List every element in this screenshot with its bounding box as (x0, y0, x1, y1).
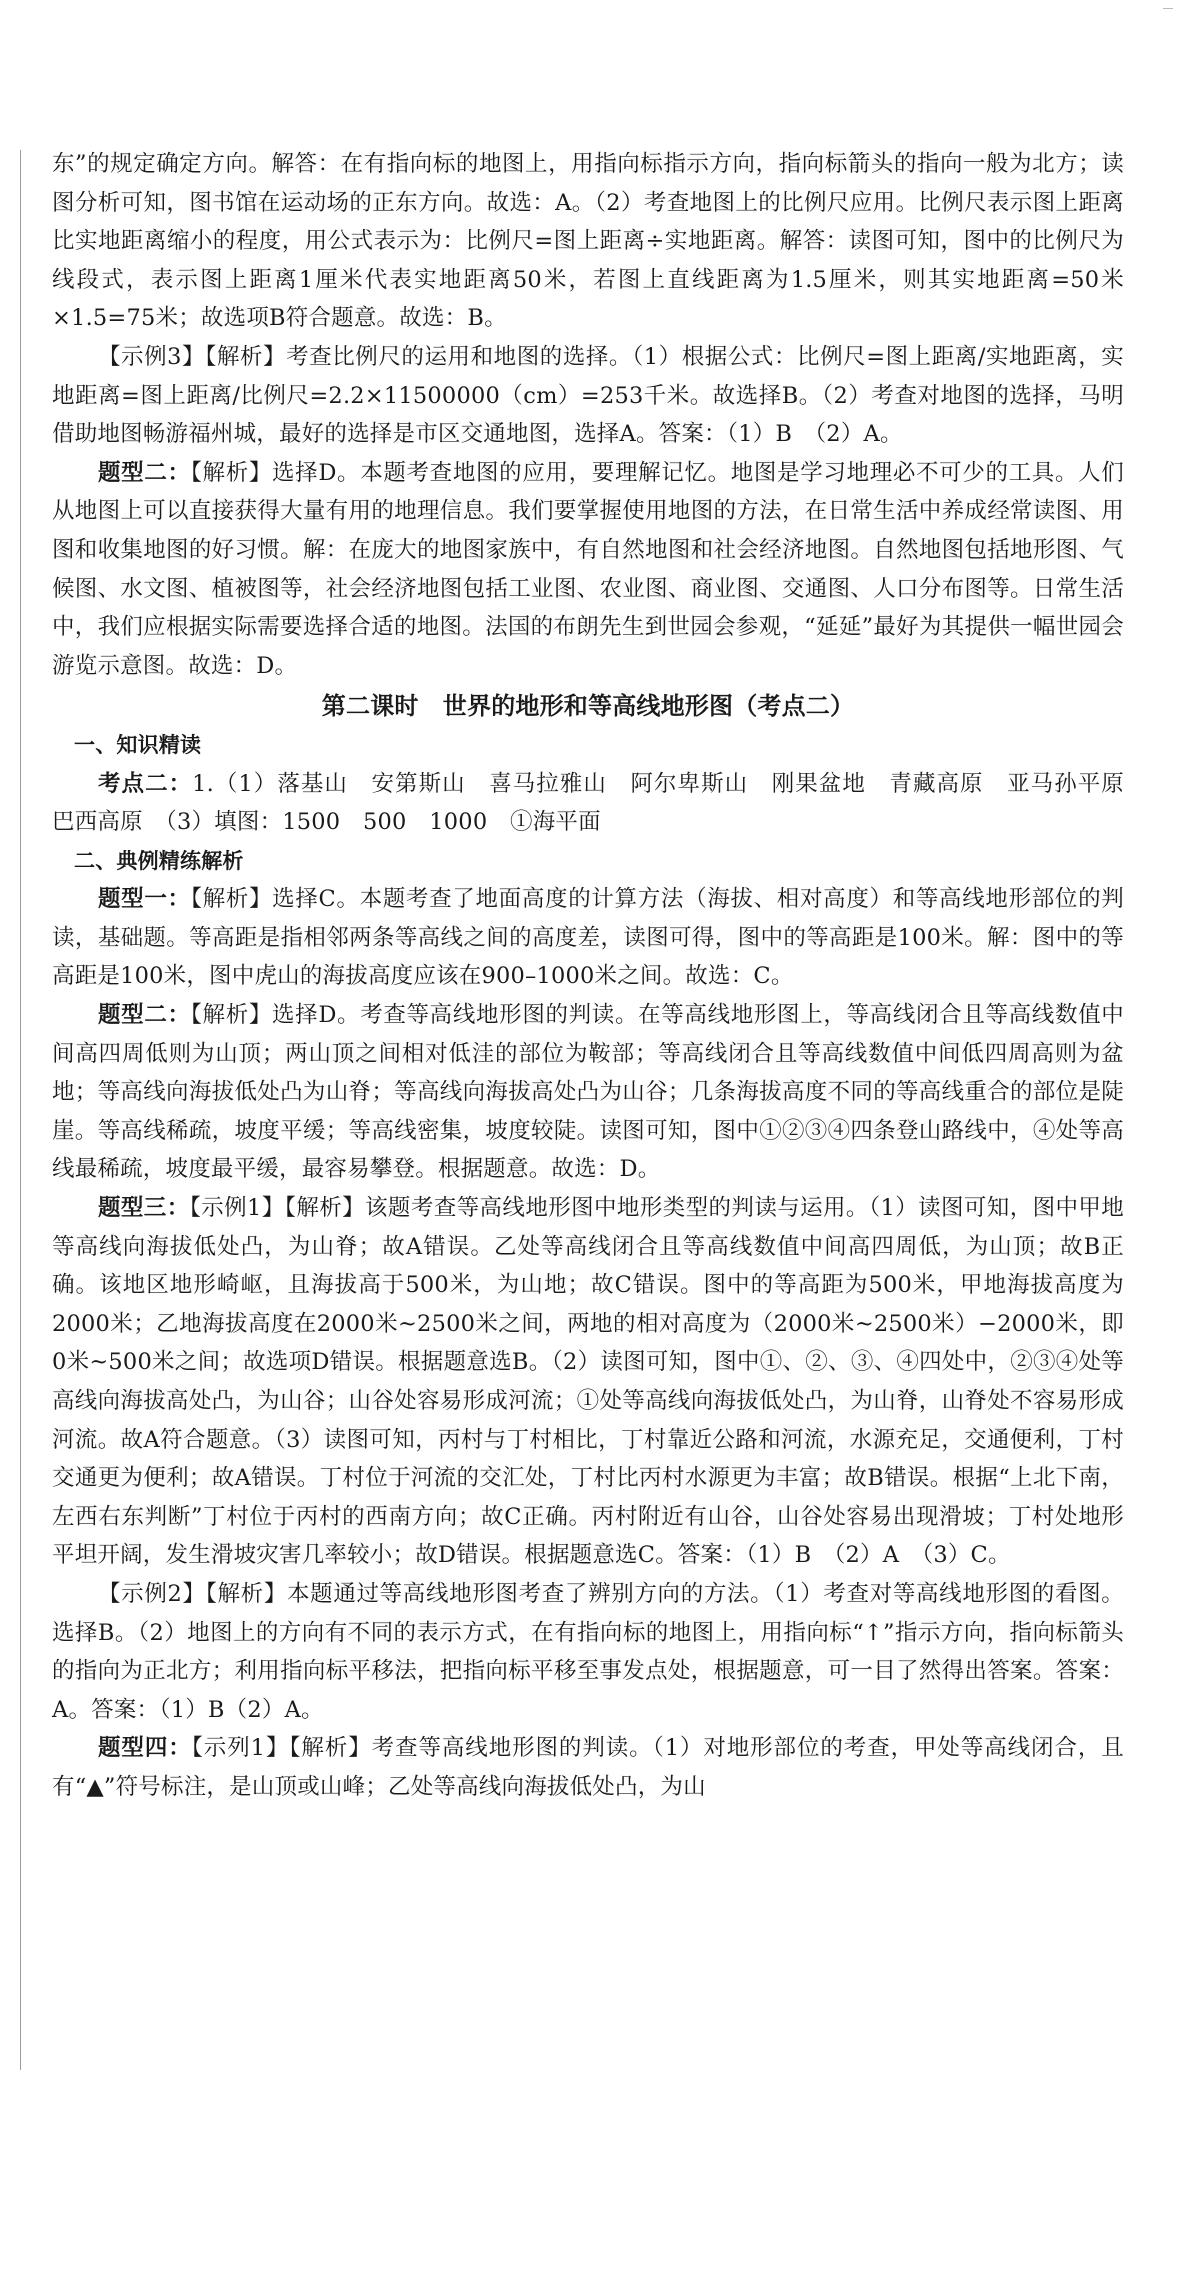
question-type-label: 题型一： (98, 886, 191, 913)
answer-paragraph (52, 1575, 1124, 1729)
paragraph-text: 第二课时 世界的地形和等高线地形图（考点二） (321, 691, 855, 721)
answer-paragraph (52, 145, 1124, 338)
question-type-label: 题型二： (98, 1002, 191, 1029)
question-type-label: 考点二： (98, 770, 193, 797)
paragraph-text: 一、知识精读 (74, 731, 202, 757)
paragraph-text: 1.（1）落基山 安第斯山 喜马拉雅山 阿尔卑斯山 刚果盆地 青藏高原 亚马孙平原 巴西高原 （3）填图：1500 500 1000 ①海平面 (52, 770, 1147, 836)
paragraph-text: 【解析】选择C。本题考查了地面高度的计算方法（海拔、相对高度）和等高线地形部位的判读，基础题。等高距是指相邻两条等高线之间的高度差，读图可得，图中的等高距是100米。解：图中的等高距是100米，图中虎山的海拔高度应该在900–1000米之间。故选：C。 (52, 886, 1124, 990)
paragraph-text: 【解析】选择D。本题考查地图的应用，要理解记忆。地图是学习地理必不可少的工具。人们从地图上可以直接获得大量有用的地理信息。我们要掌握使用地图的方法，在日常生活中养成经常读图、用图和收集地图的好习惯。解：在庞大的地图家族中，有自然地图和社会经济地图。自然地图包括地形图、气候图、水文图、植被图等，社会经济地图包括工业图、农业图、商业图、交通图、人口分布图等。日常生活中，我们应根据实际需要选择合适的地图。法国的布朗先生到世园会参观，“延延”最好为其提供一幅世园会游览示意图。故选：D。 (52, 459, 1124, 679)
answer-paragraph (52, 1729, 1124, 1806)
answer-paragraph (52, 765, 1147, 842)
answer-paragraph (52, 454, 1124, 686)
section-heading (52, 842, 1124, 881)
answer-paragraph (52, 1189, 1124, 1575)
paragraph-text: 二、典例精练解析 (74, 847, 244, 873)
answer-paragraph (52, 338, 1124, 454)
answer-page (52, 145, 1147, 1807)
scan-mark (1163, 8, 1173, 9)
answer-paragraph (52, 880, 1124, 996)
paragraph-text: 【示例1】【解析】该题考查等高线地形图中地形类型的判读与运用。（1）读图可知，图中甲地等高线向海拔低处凸，为山脊；故A错误。乙处等高线闭合且等高线数值中间高四周低，为山顶；故B正确。该地区地形崎岖，且海拔高于500米，为山地；故C错误。图中的等高距为500米，甲地海拔高度为2000米；乙地海拔高度在2000米~2500米之间，两地的相对高度为（2000米~2500米）−2000米，即0米~500米之间；故选项D错误。根据题意选B。（2）读图可知，图中①、②、③、④四处中，②③④处等高线向海拔高处凸，为山谷；山谷处容易形成河流；①处等高线向海拔低处凸，为山脊，山脊处不容易形成河流。故A符合题意。（3）读图可知，丙村与丁村相比，丁村靠近公路和河流，水源充足，交通便利，丁村交通更为便利；故A错误。丁村位于河流的交汇处，丁村比丙村水源更为丰富；故B错误。根据“上北下南，左西右东判断”丁村位于丙村的西南方向；故C正确。丙村附近有山谷，山谷处容易出现滑坡；丁村处地形平坦开阔，发生滑坡灾害几率较小；故D错误。根据题意选C。答案：（1）B （2）A （3）C。 (52, 1195, 1124, 1569)
paragraph-text: 【示例3】【解析】考查比例尺的运用和地图的选择。（1）根据公式：比例尺=图上距离/实地距离，实地距离=图上距离/比例尺=2.2×11500000（cm）=253千米。故选择B。（2）考查对地图的选择，马明借助地图畅游福州城，最好的选择是市区交通地图，选择A。答案：（1）B （2）A。 (52, 343, 1124, 448)
question-type-label: 题型四： (98, 1735, 192, 1762)
section-heading (52, 726, 1124, 765)
question-type-label: 题型三： (98, 1195, 190, 1222)
paragraph-text: 【示列1】【解析】考查等高线地形图的判读。（1）对地形部位的考查，甲处等高线闭合，且有“▲”符号标注，是山顶或山峰；乙处等高线向海拔低处凸，为山 (52, 1735, 1124, 1800)
answer-paragraph (52, 996, 1124, 1189)
section-title (52, 687, 1124, 726)
paragraph-text: 【示例2】【解析】本题通过等高线地形图考查了辨别方向的方法。（1）考查对等高线地形图的看图。选择B。（2）地图上的方向有不同的表示方式，在有指向标的地图上，用指向标“↑”指示方向，指向标箭头的指向为正北方；利用指向标平移法，把指向标平移至事发点处，根据题意，可一目了然得出答案。答案：A。答案：（1）B（2）A。 (52, 1580, 1124, 1723)
paragraph-text: 【解析】选择D。考查等高线地形图的判读。在等高线地形图上，等高线闭合且等高线数值中间高四周低则为山顶；两山顶之间相对低洼的部位为鞍部；等高线闭合且等高线数值中间低四周高则为盆地；等高线向海拔低处凸为山脊；等高线向海拔高处凸为山谷；几条海拔高度不同的等高线重合的部位是陡崖。等高线稀疏，坡度平缓；等高线密集，坡度较陡。读图可知，图中①②③④四条登山路线中，④处等高线最稀疏，坡度最平缓，最容易攀登。根据题意。故选：D。 (52, 1002, 1124, 1183)
paragraph-text: 东”的规定确定方向。解答：在有指向标的地图上，用指向标指示方向，指向标箭头的指向一般为北方；读图分析可知，图书馆在运动场的正东方向。故选：A。（2）考查地图上的比例尺应用。比例尺表示图上距离比实地距离缩小的程度，用公式表示为：比例尺=图上距离÷实地距离。解答：读图可知，图中的比例尺为线段式，表示图上距离1厘米代表实地距离50米，若图上直线距离为1.5厘米，则其实地距离=50米×1.5=75米；故选项B符合题意。故选：B。 (52, 151, 1124, 332)
question-type-label: 题型二： (98, 459, 191, 486)
page-margin-rule (20, 150, 21, 2070)
